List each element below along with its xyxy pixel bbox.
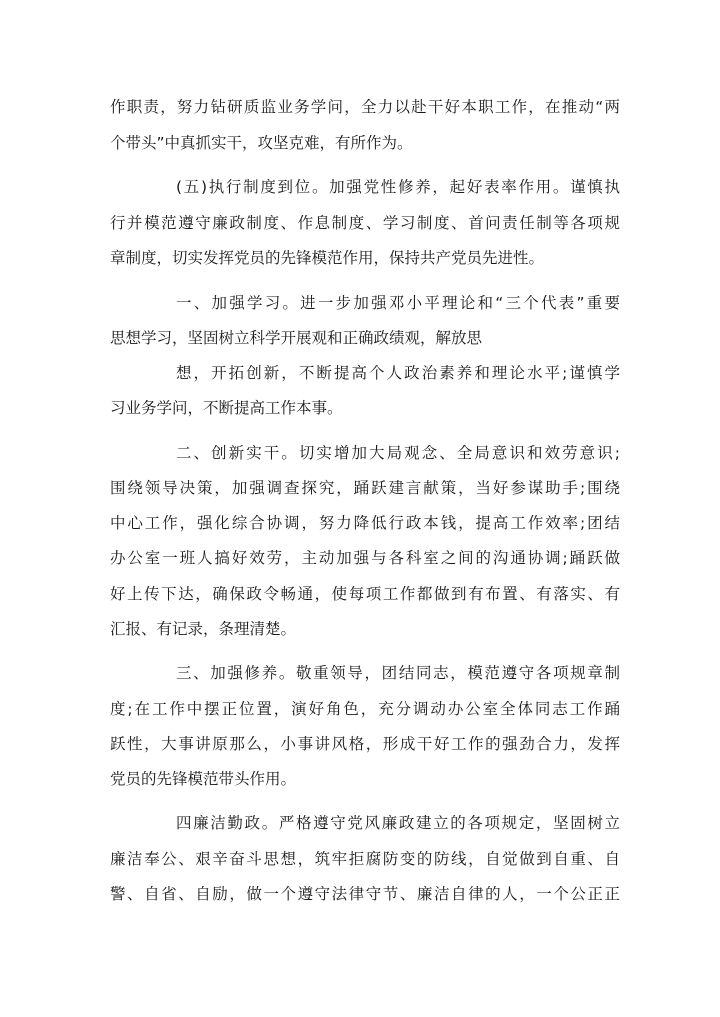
text-line: 跃性，大事讲原那么，小事讲风格，形成干好工作的强劲合力，发挥: [110, 735, 620, 753]
text-line: 二、创新实干。切实增加大局观念、全局意识和效劳意识;: [176, 444, 620, 462]
text-line: 章制度，切实发挥党员的先锋模范作用，保持共产党员先进性。: [110, 249, 545, 267]
text-line: 中心工作，强化综合协调，努力降低行政本钱，提高工作效率;团结: [110, 514, 620, 532]
text-line: 度;在工作中摆正位置，演好角色，充分调动办公室全体同志工作踊: [110, 700, 620, 718]
text-line: 想，开拓创新，不断提高个人政治素养和理论水平;谨慎学: [176, 364, 620, 382]
text-line: 汇报、有记录，条理清楚。: [110, 620, 297, 638]
text-line: 办公室一班人搞好效劳，主动加强与各科室之间的沟通协调;踊跃做: [110, 549, 620, 567]
text-line: (五)执行制度到位。加强党性修养，起好表率作用。谨慎执: [176, 178, 620, 196]
text-line: 党员的先锋模范带头作用。: [110, 770, 297, 788]
text-line: 三、加强修养。敬重领导，团结同志，模范遵守各项规章制: [176, 664, 620, 682]
text-line: 一、加强学习。进一步加强邓小平理论和“三个代表”重要: [176, 294, 620, 312]
text-line: 习业务学问，不断提高工作本事。: [110, 399, 343, 417]
text-line: 廉洁奉公、艰辛奋斗思想，筑牢拒腐防变的防线，自觉做到自重、自: [110, 850, 620, 868]
text-line: 行并模范遵守廉政制度、作息制度、学习制度、首问责任制等各项规: [110, 214, 620, 232]
text-line: 思想学习，坚固树立科学开展观和正确政绩观，解放思: [110, 329, 483, 347]
text-line: 警、自省、自励，做一个遵守法律守节、廉洁自律的人，一个公正正: [110, 885, 620, 903]
text-line: 个带头”中真抓实干，攻坚克难，有所作为。: [110, 134, 413, 152]
text-line: 四廉洁勤政。严格遵守党风廉政建立的各项规定，坚固树立: [176, 814, 620, 832]
text-line: 围绕领导决策，加强调查探究，踊跃建言献策，当好参谋助手;围绕: [110, 479, 620, 497]
text-line: 好上传下达，确保政令畅通，使每项工作都做到有布置、有落实、有: [110, 585, 620, 603]
text-line: 作职责，努力钻研质监业务学问，全力以赴干好本职工作，在推动“两: [110, 98, 620, 116]
